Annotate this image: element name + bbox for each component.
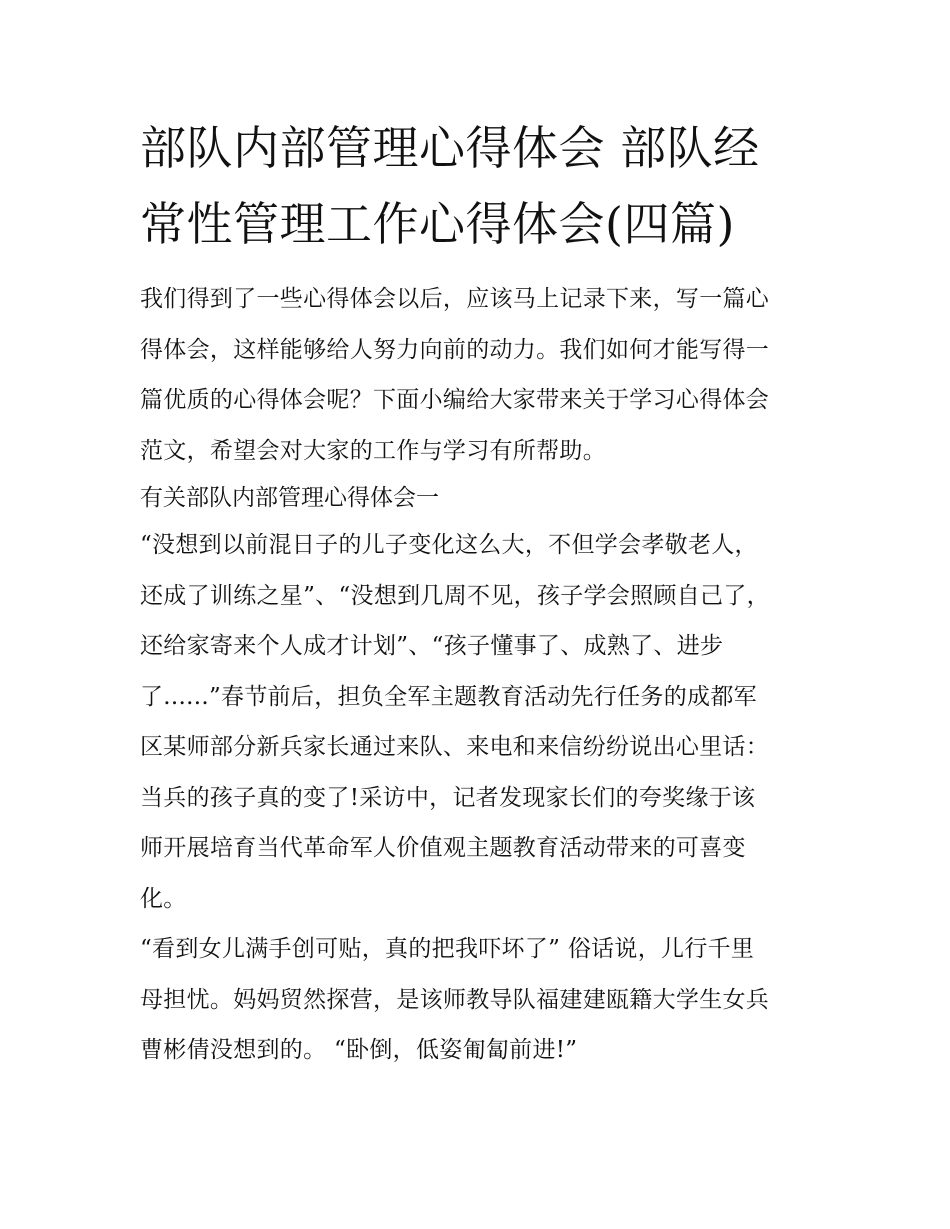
- intro-paragraph: [140, 274, 812, 476]
- paragraph-line: 当兵的孩子真的变了!采访中，记者发现家长们的夸奖缘于该: [140, 784, 756, 811]
- paragraph-line: 还给家寄来个人成才计划”、“孩子懂事了、成熟了、进步: [140, 633, 724, 659]
- section-heading: 有关部队内部管理心得体会一: [140, 485, 439, 511]
- intro-line: 得体会，这样能够给人努力向前的动力。我们如何才能写得一: [140, 336, 770, 363]
- paragraph-line: “没想到以前混日子的儿子变化这么大，不但学会孝敬老人，: [140, 532, 758, 558]
- paragraph-line: 区某师部分新兵家长通过来队、来电和来信纷纷说出心里话：: [140, 734, 770, 760]
- intro-line: 我们得到了一些心得体会以后，应该马上记录下来，写一篇心: [140, 286, 770, 312]
- document-title: [140, 110, 812, 262]
- paragraph-line: 师开展培育当代革命军人价值观主题教育活动带来的可喜变: [140, 835, 746, 861]
- intro-line: 范文，希望会对大家的工作与学习有所帮助。: [140, 437, 606, 464]
- paragraph-2: [140, 924, 812, 1076]
- document-page: [140, 110, 812, 1076]
- paragraph-1: [140, 520, 812, 924]
- paragraph-line: 还成了训练之星”、“没想到几周不见，孩子学会照顾自己了，: [140, 582, 770, 609]
- paragraph-line: 了......”春节前后，担负全军主题教育活动先行任务的成都军: [140, 683, 757, 710]
- title-line-2: 常性管理工作心得体会(四篇): [140, 197, 735, 251]
- intro-line: 篇优质的心得体会呢？下面小编给大家带来关于学习心得体会: [140, 387, 770, 413]
- title-line-1: 部队内部管理心得体会 部队经: [140, 121, 760, 175]
- paragraph-line: 化。: [140, 885, 187, 912]
- paragraph-line: “看到女儿满手创可贴，真的把我吓坏了” 俗话说，儿行千里: [140, 936, 755, 962]
- paragraph-line: 曹彬倩没想到的。 “卧倒，低姿匍匐前进!”: [140, 1037, 578, 1063]
- paragraph-line: 母担忧。妈妈贸然探营，是该师教导队福建建瓯籍大学生女兵: [140, 986, 770, 1013]
